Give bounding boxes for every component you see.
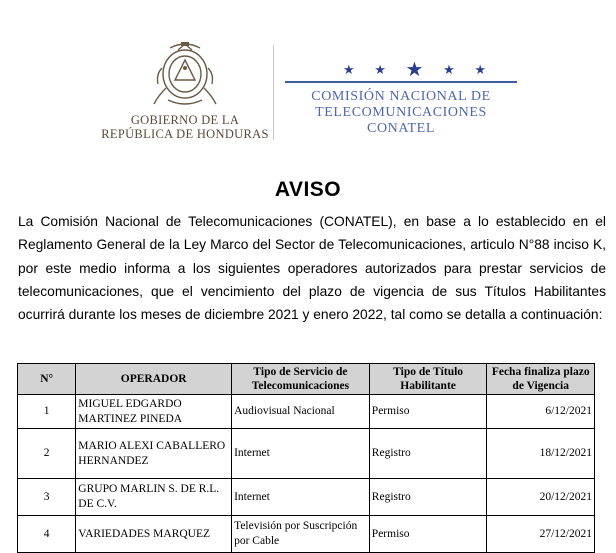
conatel-logo-text xyxy=(285,89,517,137)
table-row xyxy=(18,479,595,516)
cell-tipo-titulo: Permiso xyxy=(369,395,487,429)
notice-title: AVISO xyxy=(274,178,342,201)
government-logo-line2: REPÚBLICA DE HONDURAS xyxy=(101,127,269,141)
honduras-coat-of-arms-icon xyxy=(148,38,222,110)
conatel-logo-line2: TELECOMUNICACIONES xyxy=(315,105,487,120)
cell-operador: MARIO ALEXI CABALLERO HERNANDEZ xyxy=(76,429,232,479)
conatel-logo-rule xyxy=(285,81,517,83)
header-no: N° xyxy=(18,364,76,395)
notice-body: La Comisión Nacional de Telecomunicaciones (CONATEL), en base a lo establecido en el Reglamento General de la Ley Marco del Sector de Telecomunicaciones, articulo N°88 inciso K, por este medio informa a los siguientes operadores autorizados para prestar servicios de telecomunicaciones, que el vencimiento del plazo de vigencia de sus Títulos Habilitantes ocurrirá durante los meses de diciembre 2021 y enero 2022, tal como se detalla a continuación: xyxy=(18,214,606,323)
header-operador: OPERADOR xyxy=(76,364,232,395)
table-row xyxy=(18,429,595,479)
cell-tipo-servicio: Internet xyxy=(232,479,370,516)
cell-tipo-servicio: Audiovisual Nacional xyxy=(232,395,370,429)
conatel-logo-line3: CONATEL xyxy=(367,121,435,136)
cell-operador: GRUPO MARLIN S. DE R.L. DE C.V. xyxy=(76,479,232,516)
header-tipo-servicio: Tipo de Servicio de Telecomunicaciones xyxy=(232,364,370,395)
cell-fecha: 27/12/2021 xyxy=(487,516,595,553)
table-row xyxy=(18,395,595,429)
cell-fecha: 20/12/2021 xyxy=(487,479,595,516)
cell-operador: MIGUEL EDGARDO MARTINEZ PINEDA xyxy=(76,395,232,429)
cell-no: 3 xyxy=(18,479,76,516)
cell-no: 4 xyxy=(18,516,76,553)
table-row xyxy=(18,516,595,553)
stars-icon: ★ ★ ★ ★ ★ xyxy=(343,59,495,81)
cell-fecha: 6/12/2021 xyxy=(487,395,595,429)
cell-operador: VARIEDADES MARQUEZ xyxy=(76,516,232,553)
government-logo-line1: GOBIERNO DE LA xyxy=(130,113,240,127)
conatel-logo xyxy=(285,55,525,145)
header-fecha: Fecha finaliza plazo de Vigencia xyxy=(487,364,595,395)
header-tipo-titulo: Tipo de Título Habilitante xyxy=(369,364,487,395)
cell-tipo-servicio: Televisión por Suscripción por Cable xyxy=(232,516,370,553)
cell-tipo-titulo: Permiso xyxy=(369,516,487,553)
cell-no: 2 xyxy=(18,429,76,479)
cell-tipo-titulo: Registro xyxy=(369,429,487,479)
header-divider xyxy=(273,45,274,140)
government-logo-text xyxy=(100,113,270,141)
operators-table xyxy=(17,363,595,553)
cell-tipo-titulo: Registro xyxy=(369,479,487,516)
cell-tipo-servicio: Internet xyxy=(232,429,370,479)
government-logo xyxy=(100,38,270,148)
cell-no: 1 xyxy=(18,395,76,429)
table-header-row xyxy=(18,364,595,395)
cell-fecha: 18/12/2021 xyxy=(487,429,595,479)
conatel-logo-line1: COMISIÓN NACIONAL DE xyxy=(311,89,491,104)
